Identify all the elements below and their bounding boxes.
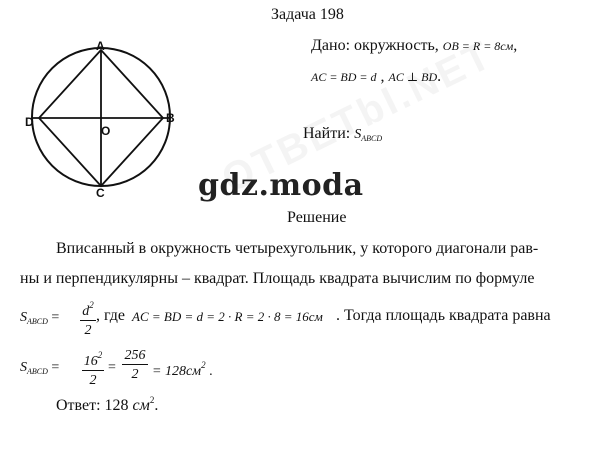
label-o: O: [101, 124, 111, 138]
fraction3-num: 256: [124, 348, 146, 363]
paragraph-line-2: ны и перпендикулярны – квадрат. Площадь квадрата вычислим по формуле: [20, 270, 535, 287]
fraction-d2-over-2: [80, 298, 96, 338]
solution-heading: Решение: [287, 209, 347, 226]
problem-title: Задача 198: [271, 6, 344, 23]
fraction2-exp: 2: [97, 350, 103, 360]
answer-line: Ответ: 128 $см^2$.: [56, 395, 159, 414]
answer-unit: см: [132, 397, 150, 414]
formula-where: , где: [96, 307, 126, 324]
fraction1-num: d: [82, 304, 90, 319]
fraction-16sq-over-2: [82, 348, 104, 388]
circle-figure: [20, 38, 180, 198]
find-subscript: ABCD: [361, 134, 383, 143]
find-symbol: S: [354, 127, 362, 142]
label-d: D: [25, 115, 34, 129]
find-line: [303, 125, 382, 143]
fraction1-exp: 2: [89, 300, 94, 310]
fraction3-den: 2: [131, 367, 139, 382]
given-diagonals-perp: AC ⊥ BD: [388, 70, 438, 84]
given-line-1: Дано: окружность, OB = R = 8см,: [311, 37, 518, 54]
label-a: A: [96, 39, 105, 53]
equals-sign: =: [108, 360, 116, 375]
formula-s: $S_{ABCD}$ =: [20, 310, 60, 326]
fraction2-den: 2: [89, 373, 97, 388]
answer-exp: 2: [149, 395, 155, 405]
result-s: $S_{ABCD}$ =: [20, 360, 60, 376]
given-radius: OB = R = 8см: [442, 39, 514, 53]
watermark-logo: gdz.moda: [198, 168, 364, 203]
answer-prefix: Ответ: 128: [56, 397, 129, 414]
label-b: B: [166, 111, 175, 125]
label-c: C: [96, 186, 105, 200]
find-prefix: Найти:: [303, 125, 351, 142]
formula-tail: . Тогда площадь квадрата равна: [336, 307, 551, 324]
given-prefix: Дано: окружность,: [311, 37, 439, 54]
fraction2-num: 16: [83, 354, 98, 369]
given-diagonals-equal: AC = BD = d: [311, 70, 377, 84]
given-line-2: AC = BD = d , AC ⊥ BD.: [311, 68, 442, 85]
fraction1-den: 2: [84, 323, 92, 338]
fraction-256-over-2: [122, 348, 148, 382]
formula-equation: AC = BD = d = 2 · R = 2 · 8 = 16см: [132, 309, 323, 324]
paragraph-line-1: Вписанный в окружность четырехугольник, у которого диагонали рав-: [56, 240, 539, 257]
result-value: = $128см^2$ .: [152, 360, 213, 379]
